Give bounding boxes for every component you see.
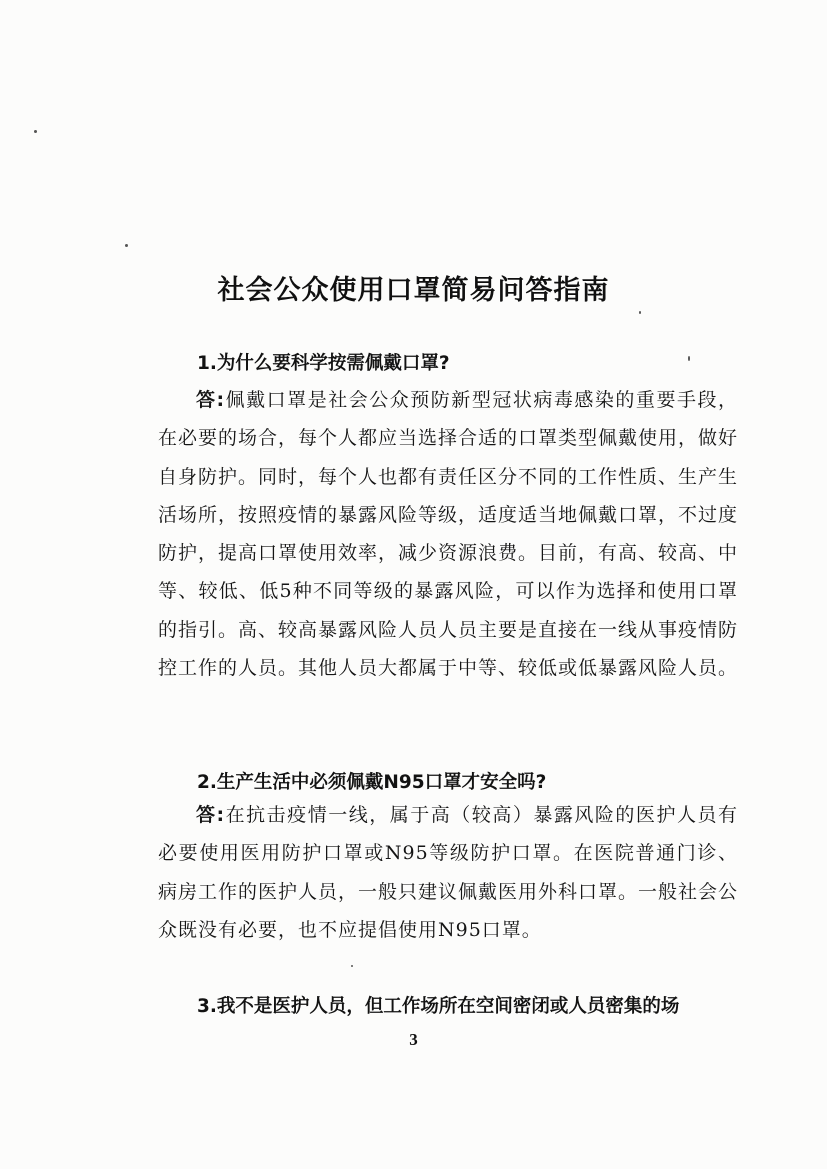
answer-1-text: 佩戴口罩是社会公众预防新型冠状病毒感染的重要手段，在必要的场合，每个人都应当选择合适的口罩类型佩戴使用，做好自身防护。同时，每个人也都有责任区分不同的工作性质、生产生活场所，按照疫情的暴露风险等级，适度适当地佩戴口罩，不过度防护，提高口罩使用效率，减少资源浪费。目前，有高、较高、中等、较低、低5种不同等级的暴露风险，可以作为选择和使用口罩的指引。高、较高暴露风险人员人员主要是直接在一线从事疫情防控工作的人员。其他人员大都属于中等、较低或低暴露风险人员。 (158, 389, 739, 680)
answer-2 (158, 796, 738, 949)
document-title: 社会公众使用口罩简易问答指南 (217, 275, 610, 306)
answer-1 (158, 381, 738, 687)
scan-speck (351, 965, 353, 967)
scan-speck (639, 311, 641, 314)
scan-speck (34, 130, 37, 133)
scan-speck (125, 244, 128, 247)
question-2-heading: 2.生产生活中必须佩戴N95口罩才安全吗? (197, 772, 547, 793)
answer-1-label: 答: (196, 389, 226, 411)
page-number: 3 (409, 1030, 418, 1049)
answer-2-text: 在抗击疫情一线，属于高（较高）暴露风险的医护人员有必要使用医用防护口罩或N95等级防护口罩。在医院普通门诊、病房工作的医护人员，一般只建议佩戴医用外科口罩。一般社会公众既没有必要，也不应提倡使用N95口罩。 (158, 804, 739, 941)
scan-speck (688, 356, 690, 361)
answer-2-label: 答: (196, 804, 226, 826)
question-1-heading: 1.为什么要科学按需佩戴口罩? (197, 353, 450, 374)
question-3-heading: 3.我不是医护人员，但工作场所在空间密闭或人员密集的场 (197, 996, 680, 1017)
